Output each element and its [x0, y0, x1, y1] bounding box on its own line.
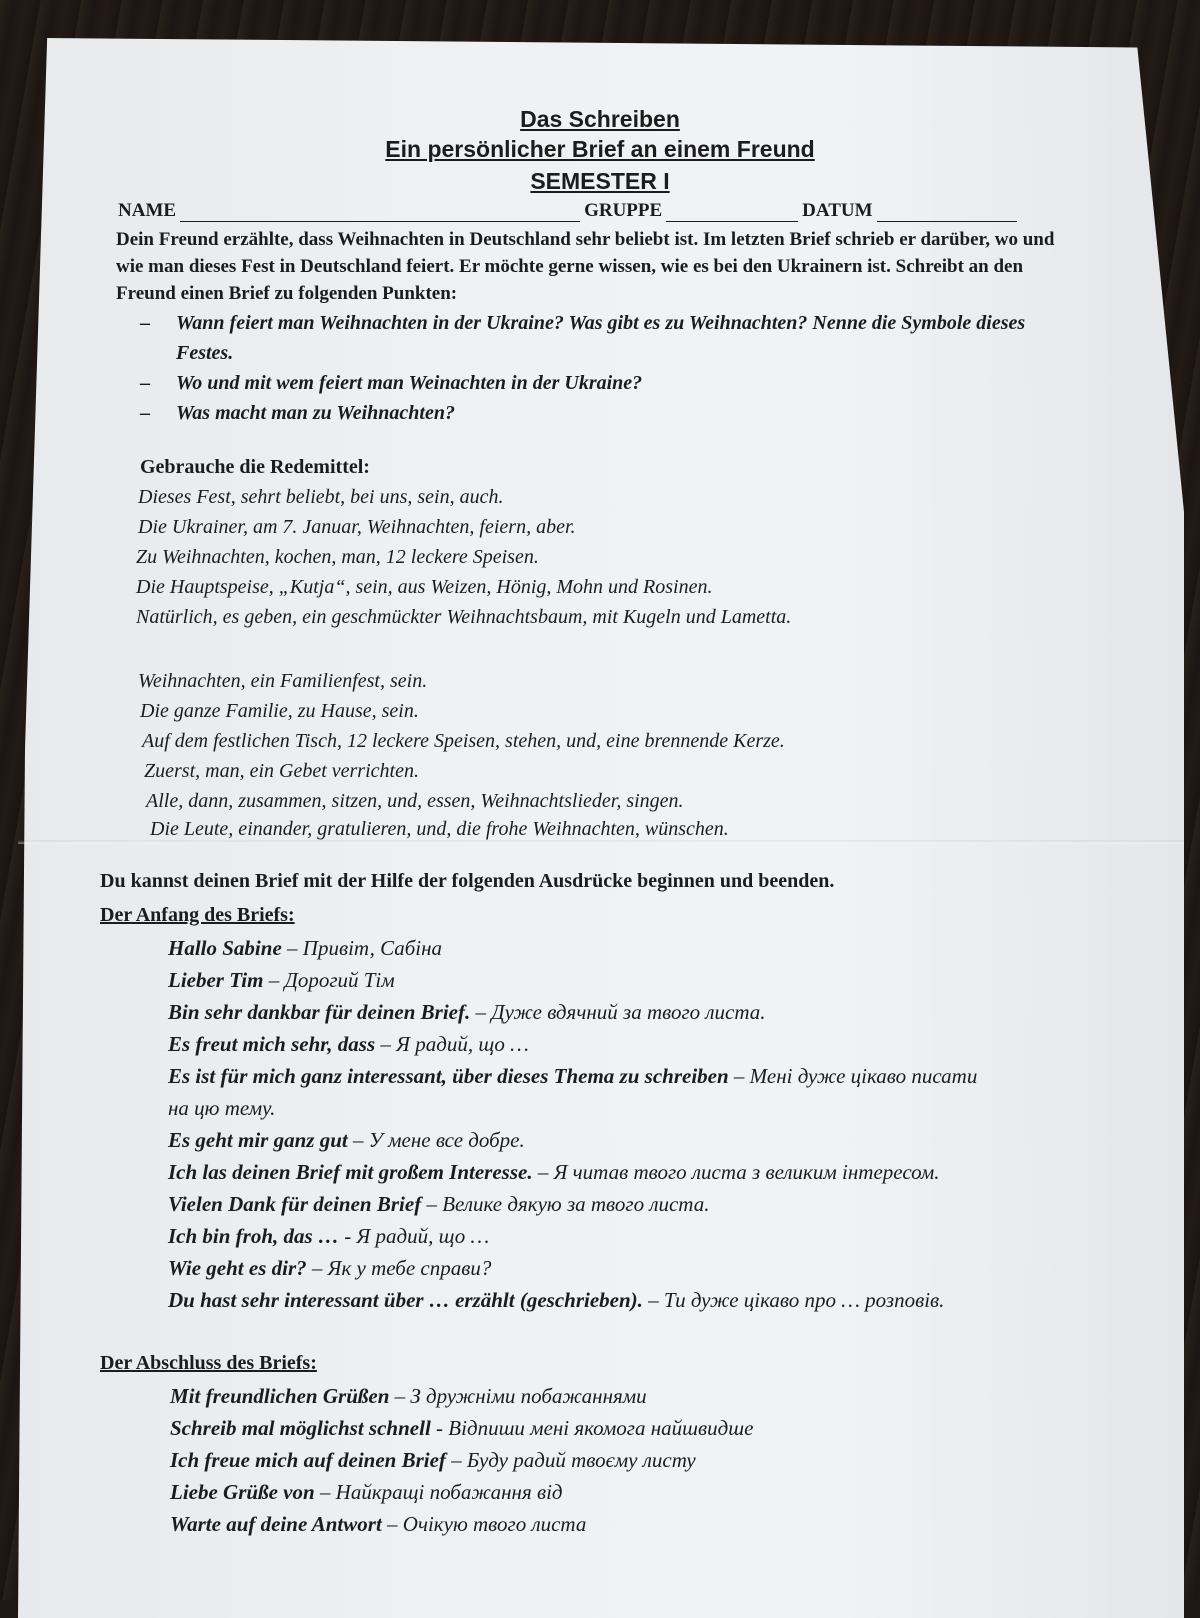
redemittel-line: Auf dem festlichen Tisch, 12 leckere Speisen, stehen, und, eine brennende Kerze.: [142, 730, 785, 752]
date-field[interactable]: [877, 203, 1017, 222]
task-bullet: – Wo und mit wem feiert man Weinachten in der Ukraine?: [140, 372, 643, 394]
phrase-line: Ich bin froh, das … - Я радий, що …: [168, 1224, 490, 1248]
student-info-line: [118, 200, 1078, 222]
redemittel-line: Die Hauptspeise, „Kutja“, sein, aus Weizen, Hönig, Mohn und Rosinen.: [136, 576, 713, 598]
name-label: NAME: [118, 200, 177, 221]
redemittel-line: Zu Weihnachten, kochen, man, 12 leckere Speisen.: [136, 546, 539, 568]
group-label: GRUPPE: [584, 200, 663, 221]
redemittel-line: Die Ukrainer, am 7. Januar, Weihnachten, feiern, aber.: [138, 516, 576, 538]
redemittel-line: Weihnachten, ein Familienfest, sein.: [138, 670, 428, 692]
redemittel-line: Zuerst, man, ein Gebet verrichten.: [144, 760, 419, 782]
phrase-line: Bin sehr dankbar für deinen Brief. – Дуже вдячний за твого листа.: [168, 1000, 766, 1024]
anfang-heading: Der Anfang des Briefs:: [100, 904, 295, 926]
phrase-line: Ich freue mich auf deinen Brief – Буду радий твоєму листу: [170, 1448, 696, 1472]
phrase-line: Wie geht es dir? – Як у тебе справи?: [168, 1256, 492, 1280]
name-field[interactable]: [180, 203, 580, 222]
group-field[interactable]: [666, 203, 798, 222]
phrase-line: Schreib mal möglichst schnell - Відпиши мені якомога найшвидше: [170, 1416, 754, 1440]
phrase-line: Warte auf deine Antwort – Очікую твого листа: [170, 1512, 587, 1536]
redemittel-line: Alle, dann, zusammen, sitzen, und, essen, Weihnachtslieder, singen.: [146, 790, 684, 812]
redemittel-line: Natürlich, es geben, ein geschmückter Weihnachtsbaum, mit Kugeln und Lametta.: [136, 606, 792, 628]
page-title: Das Schreiben: [520, 106, 680, 132]
phrase-line: Vielen Dank für deinen Brief – Велике дякую за твого листа.: [168, 1192, 710, 1216]
phrase-line: Lieber Tim – Дорогий Тім: [168, 968, 395, 992]
task-bullet-list: [140, 308, 1040, 428]
phrase-line: Du hast sehr interessant über … erzählt (geschrieben). – Ти дуже цікаво про … розповів.: [168, 1288, 945, 1312]
intro-sentence: Du kannst deinen Brief mit der Hilfe der folgenden Ausdrücke beginnen und beenden.: [100, 870, 835, 892]
phrase-line: Es freut mich sehr, dass – Я радий, що …: [168, 1032, 529, 1056]
phrase-line: Es ist für mich ganz interessant, über dieses Thema zu schreiben – Мені дуже цікаво писати: [168, 1064, 978, 1088]
abschluss-heading: Der Abschluss des Briefs:: [100, 1352, 317, 1374]
phrase-line: Hallo Sabine – Привіт, Сабіна: [168, 936, 443, 960]
redemittel-line: Die Leute, einander, gratulieren, und, die frohe Weihnachten, wünschen.: [150, 818, 729, 840]
task-bullet: – Was macht man zu Weihnachten?: [140, 402, 455, 424]
semester-label: SEMESTER I: [530, 168, 670, 194]
date-label: DATUM: [802, 200, 873, 221]
task-bullet: – Wann feiert man Weihnachten in der Ukraine? Was gibt es zu Weihnachten? Nenne die Symbole dieses Festes.: [140, 312, 1026, 364]
phrase-line: Es geht mir ganz gut – У мене все добре.: [168, 1128, 525, 1152]
redemittel-line: Die ganze Familie, zu Hause, sein.: [140, 700, 419, 722]
redemittel-heading: Gebrauche die Redemittel:: [140, 456, 370, 478]
page-subtitle: Ein persönlicher Brief an einem Freund: [385, 136, 815, 162]
phrase-line: на цю тему.: [168, 1096, 276, 1120]
phrase-line: Ich las deinen Brief mit großem Interesse. – Я читав твого листа з великим інтересом.: [168, 1160, 940, 1184]
task-description: Dein Freund erzählte, dass Weihnachten in Deutschland sehr beliebt ist. Im letzten Brief schrieb er darüber, wo und wie man dieses Fest in Deutschland feiert. Er möchte gerne wissen, wie es bei den Ukrainern ist. Schreibt an den Freund einen Brief zu folgenden Punkten:: [116, 229, 1055, 304]
phrase-line: Liebe Grüße von – Найкращі побажання від: [170, 1480, 563, 1504]
phrase-line: Mit freundlichen Grüßen – З дружніми побажаннями: [170, 1384, 647, 1408]
redemittel-line: Dieses Fest, sehrt beliebt, bei uns, sein, auch.: [138, 486, 504, 508]
